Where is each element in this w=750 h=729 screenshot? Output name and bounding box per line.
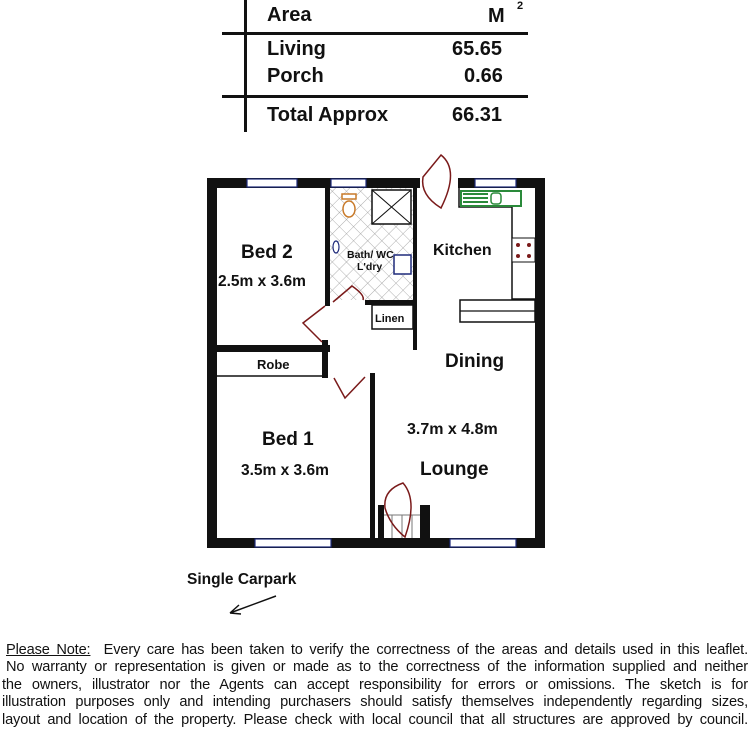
wall-bed2-bath xyxy=(325,188,330,306)
cooktop xyxy=(512,238,535,262)
disclaimer-line-2: No warranty or representation is given or made as to the correctness of the information supplied and neither xyxy=(6,659,748,676)
disclaimer-line-5: layout and location of the property. Please check with local council that all structures are approved by council. xyxy=(2,711,748,728)
robe-name: Robe xyxy=(257,357,290,372)
lounge-name: Lounge xyxy=(420,459,489,480)
bath-sub: L'dry xyxy=(357,261,383,273)
window-bed2 xyxy=(247,179,297,187)
linen-name: Linen xyxy=(375,313,405,325)
bed1-name: Bed 1 xyxy=(262,429,314,450)
toilet xyxy=(343,201,355,217)
carpark-label: Single Carpark xyxy=(187,571,297,588)
lounge-size: 3.7m x 4.8m xyxy=(407,421,498,438)
disclaimer-line-4: illustration purposes only and intending purchasers should satisfy themselves independently regarding sizes, xyxy=(2,694,748,711)
disclaimer-line-1: Every care has been taken to verify the correctness of the areas and details used in this leaflet. xyxy=(103,642,748,658)
row-porch-value: 0.66 xyxy=(464,65,503,87)
window-kitchen xyxy=(475,179,516,187)
dining-name: Dining xyxy=(445,351,505,372)
bed2-size: 2.5m x 3.6m xyxy=(218,273,306,290)
wall-robe-corridor xyxy=(322,340,328,378)
disclaimer-line-3: the owners, illustrator nor the Agents can accept responsibility for errors or omissions. The sketch is for xyxy=(2,676,748,693)
window-lounge xyxy=(450,539,516,547)
total-label: Total Approx xyxy=(267,104,389,126)
bath-name: Bath/ WC xyxy=(347,249,394,261)
porch-wall-left xyxy=(378,505,384,538)
disclaimer-heading: Please Note: xyxy=(6,642,91,658)
bed1-size: 3.5m x 3.6m xyxy=(241,462,329,479)
disclaimer xyxy=(0,642,750,729)
toilet-cistern xyxy=(342,194,356,199)
wall-bed2-robe xyxy=(217,345,330,352)
door-entry xyxy=(385,483,411,537)
door-kitchen-side xyxy=(423,155,451,208)
porch-wall-right xyxy=(420,505,430,538)
wall-bed1-lounge xyxy=(370,373,375,538)
window-bath xyxy=(331,179,366,187)
carpark-arrow-icon xyxy=(230,596,276,614)
sink-bowl xyxy=(491,193,501,204)
total-value: 66.31 xyxy=(452,104,503,126)
area-header-unit: M xyxy=(488,5,505,27)
area-header-label: Area xyxy=(267,4,312,26)
basin xyxy=(333,241,339,253)
laundry-tub xyxy=(394,255,411,274)
row-living-value: 65.65 xyxy=(452,38,503,60)
window-bed1 xyxy=(255,539,331,547)
door-bed1 xyxy=(334,377,365,398)
row-living-label: Living xyxy=(267,38,326,60)
bed2-name: Bed 2 xyxy=(241,242,293,263)
door-bed2 xyxy=(303,306,325,342)
kitchen-name: Kitchen xyxy=(433,242,492,259)
row-porch-label: Porch xyxy=(267,65,324,87)
area-header-unit-sup: 2 xyxy=(517,0,524,12)
